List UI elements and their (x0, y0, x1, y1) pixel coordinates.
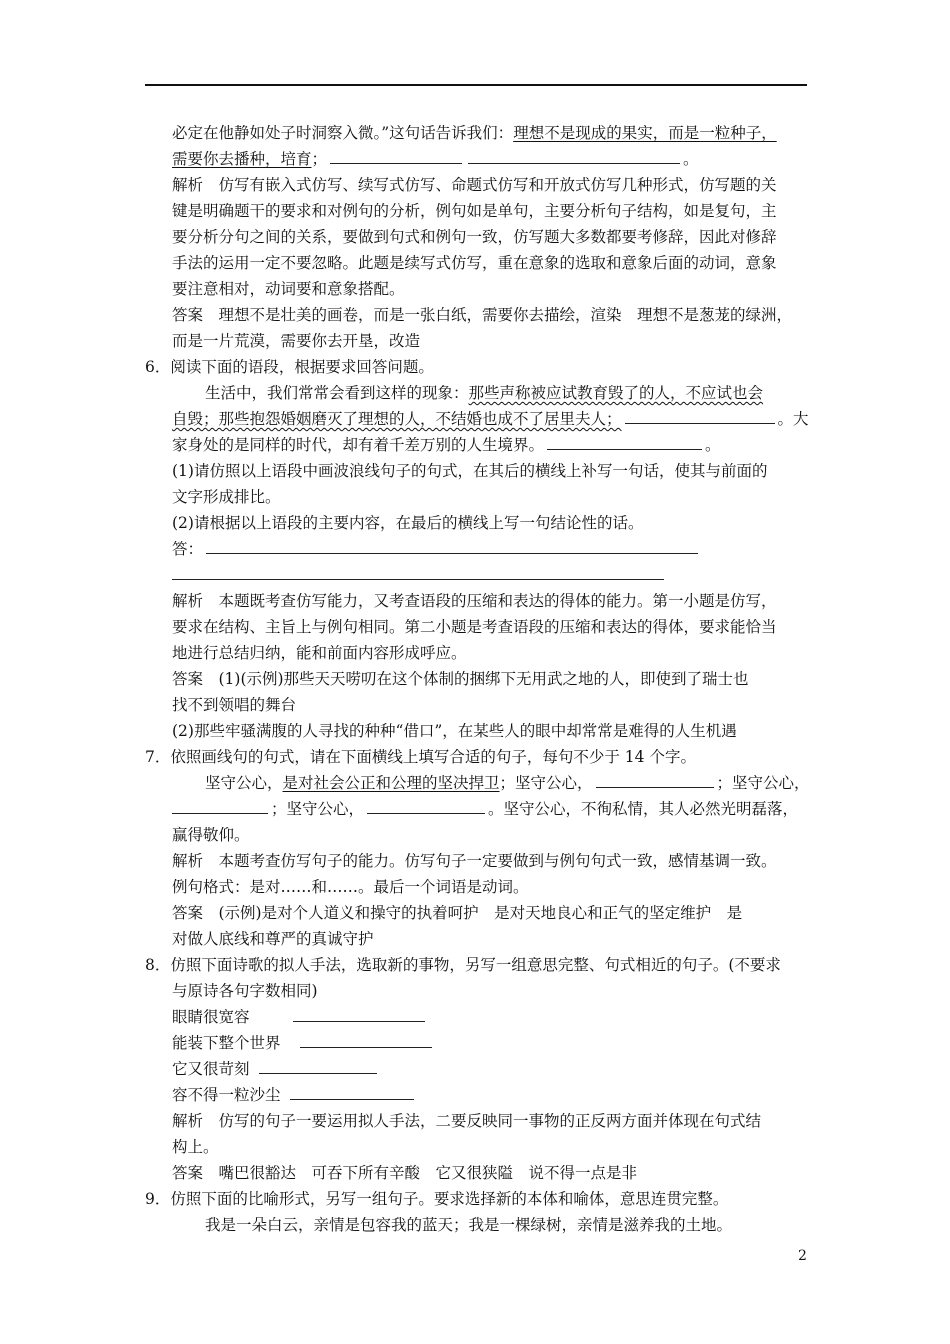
text-line: 构上。 (172, 1138, 219, 1156)
text-line: 地进行总结归纳，能和前面内容形成呼应。 (172, 644, 467, 662)
text-line (145, 770, 825, 796)
text-line: 键是明确题干的要求和对例句的分析，例句如是单句，主要分析句子结构，如是复句，主 (172, 202, 777, 220)
text-line (145, 120, 825, 146)
underlined-example: 需要你去播种，培育 (172, 150, 312, 168)
text: 生活中，我们常常会看到这样的现象： (205, 384, 469, 402)
poem-line (145, 1082, 825, 1108)
answer-blank[interactable] (259, 1058, 377, 1074)
question-6: 6．阅读下面的语段，根据要求回答问题。 (145, 358, 434, 376)
text-line (145, 406, 825, 432)
text-line: (2)那些牢骚满腹的人寻找的种种“借口”，在某些人的眼中却常常是难得的人生机遇 (172, 722, 737, 740)
text-line (145, 432, 825, 458)
text-line: 要分析分句之间的关系，要做到句式和例句一致，仿写题大多数都要考修辞，因此对修辞 (172, 228, 777, 246)
text: 。 (683, 150, 699, 168)
text: 眼睛很宽容 (172, 1008, 250, 1026)
text-line: 答案 (1)(示例)那些天天唠叨在这个体制的捆绑下无用武之地的人，即使到了瑞士也 (172, 670, 749, 688)
text: 坚守公心， (205, 774, 283, 792)
text-line: 要注意相对，动词要和意象搭配。 (172, 280, 405, 298)
answer-blank[interactable] (172, 798, 268, 814)
text: ； (311, 150, 328, 168)
answer-blank[interactable] (300, 1032, 432, 1048)
text-line: 答案 (示例)是对个人道义和操守的执着呵护 是对天地良心和正气的坚定维护 是 (172, 904, 743, 922)
page-content (145, 120, 825, 1238)
text-line: 对做人底线和尊严的真诚守护 (172, 930, 374, 948)
text-line (145, 380, 825, 406)
text: 容不得一粒沙尘 (172, 1086, 281, 1104)
text-line: 赢得敬仰。 (172, 826, 250, 844)
poem-line (145, 1004, 825, 1030)
answer-blank[interactable] (293, 1006, 425, 1022)
text: ；坚守公心， (716, 774, 810, 792)
wavy-underlined-text: 那些声称被应试教育毁了的人，不应试也会 (468, 384, 764, 402)
text-line: 解析 仿写有嵌入式仿写、续写式仿写、命题式仿写和开放式仿写几种形式，仿写题的关 (172, 176, 777, 194)
answer-blank[interactable] (547, 434, 702, 450)
text-line: 答案 理想不是壮美的画卷，而是一张白纸，需要你去描绘，渲染 理想不是葱茏的绿洲， (172, 306, 793, 324)
answer-blank[interactable] (330, 148, 462, 164)
underlined-example: 是对社会公正和公理的坚决捍卫 (282, 774, 500, 792)
question-7: 7．依照画线句的句式，请在下面横线上填写合适的句子，每句不少于 14 个字。 (145, 748, 696, 766)
wavy-underlined-text: 自毁；那些抱怨婚姻磨灭了理想的人，不结婚也成不了居里夫人； (172, 410, 622, 428)
text-line (145, 796, 825, 822)
text-line: 我是一朵白云，亲情是包容我的蓝天；我是一棵绿树，亲情是滋养我的土地。 (205, 1216, 733, 1234)
text-line: 而是一片荒漠，需要你去开垦，改造 (172, 332, 421, 350)
answer-blank[interactable] (290, 1084, 414, 1100)
text-line: 手法的运用一定不要忽略。此题是续写式仿写，重在意象的选取和意象后面的动词，意象 (172, 254, 777, 272)
answer-blank[interactable] (596, 772, 714, 788)
answer-blank[interactable] (625, 408, 775, 424)
answer-blank[interactable] (468, 148, 680, 164)
header-rule (145, 84, 807, 86)
text-line: 找不到领唱的舞台 (172, 696, 297, 714)
text-line: (1)请仿照以上语段中画波浪线句子的句式，在其后的横线上补写一句话，使其与前面的 (172, 462, 768, 480)
text: ；坚守公心， (271, 800, 365, 818)
poem-line (145, 1030, 825, 1056)
text: 。 (705, 436, 721, 454)
answer-blank[interactable] (172, 564, 664, 580)
underlined-example: 理想不是现成的果实，而是一粒种子， (513, 124, 777, 142)
text: 必定在他静如处子时洞察入微。”这句话告诉我们： (172, 124, 514, 142)
text-line: 解析 本题既考查仿写能力，又考查语段的压缩和表达的得体的能力。第一小题是仿写， (172, 592, 777, 610)
text: 答： (172, 540, 204, 558)
text-line: 与原诗各句字数相同) (172, 982, 318, 1000)
poem-line (145, 1056, 825, 1082)
text-line: 解析 本题考查仿写句子的能力。仿写句子一定要做到与例句句式一致，感情基调一致。 (172, 852, 777, 870)
answer-blank[interactable] (206, 538, 698, 554)
text-line: 文字形成排比。 (172, 488, 281, 506)
text-line: 例句格式：是对……和……。最后一个词语是动词。 (172, 878, 529, 896)
text-line: 答案 嘴巴很豁达 可吞下所有辛酸 它又很狭隘 说不得一点是非 (172, 1164, 638, 1182)
text-line: 解析 仿写的句子一要运用拟人手法，二要反映同一事物的正反两方面并体现在句式结 (172, 1112, 762, 1130)
text: 。坚守公心，不徇私情，其人必然光明磊落， (488, 800, 799, 818)
answer-blank[interactable] (367, 798, 485, 814)
question-8: 8．仿照下面诗歌的拟人手法，选取新的事物，另写一组意思完整、句式相近的句子。(不要求 (145, 956, 781, 974)
page-number: 2 (798, 1248, 807, 1264)
text-line (145, 146, 825, 172)
text: 它又很苛刻 (172, 1060, 250, 1078)
text-line: (2)请根据以上语段的主要内容，在最后的横线上写一句结论性的话。 (172, 514, 644, 532)
text-line (145, 536, 825, 562)
text-line: 要求在结构、主旨上与例句相同。第二小题是考查语段的压缩和表达的得体，要求能恰当 (172, 618, 777, 636)
question-9: 9．仿照下面的比喻形式，另写一组句子。要求选择新的本体和喻体，意思连贯完整。 (145, 1190, 729, 1208)
text-line (145, 562, 825, 588)
text: 家身处的是同样的时代，却有着千差万别的人生境界。 (172, 436, 545, 454)
text: ；坚守公心， (499, 774, 593, 792)
text: 能装下整个世界 (172, 1034, 281, 1052)
text: 。大 (777, 410, 809, 428)
